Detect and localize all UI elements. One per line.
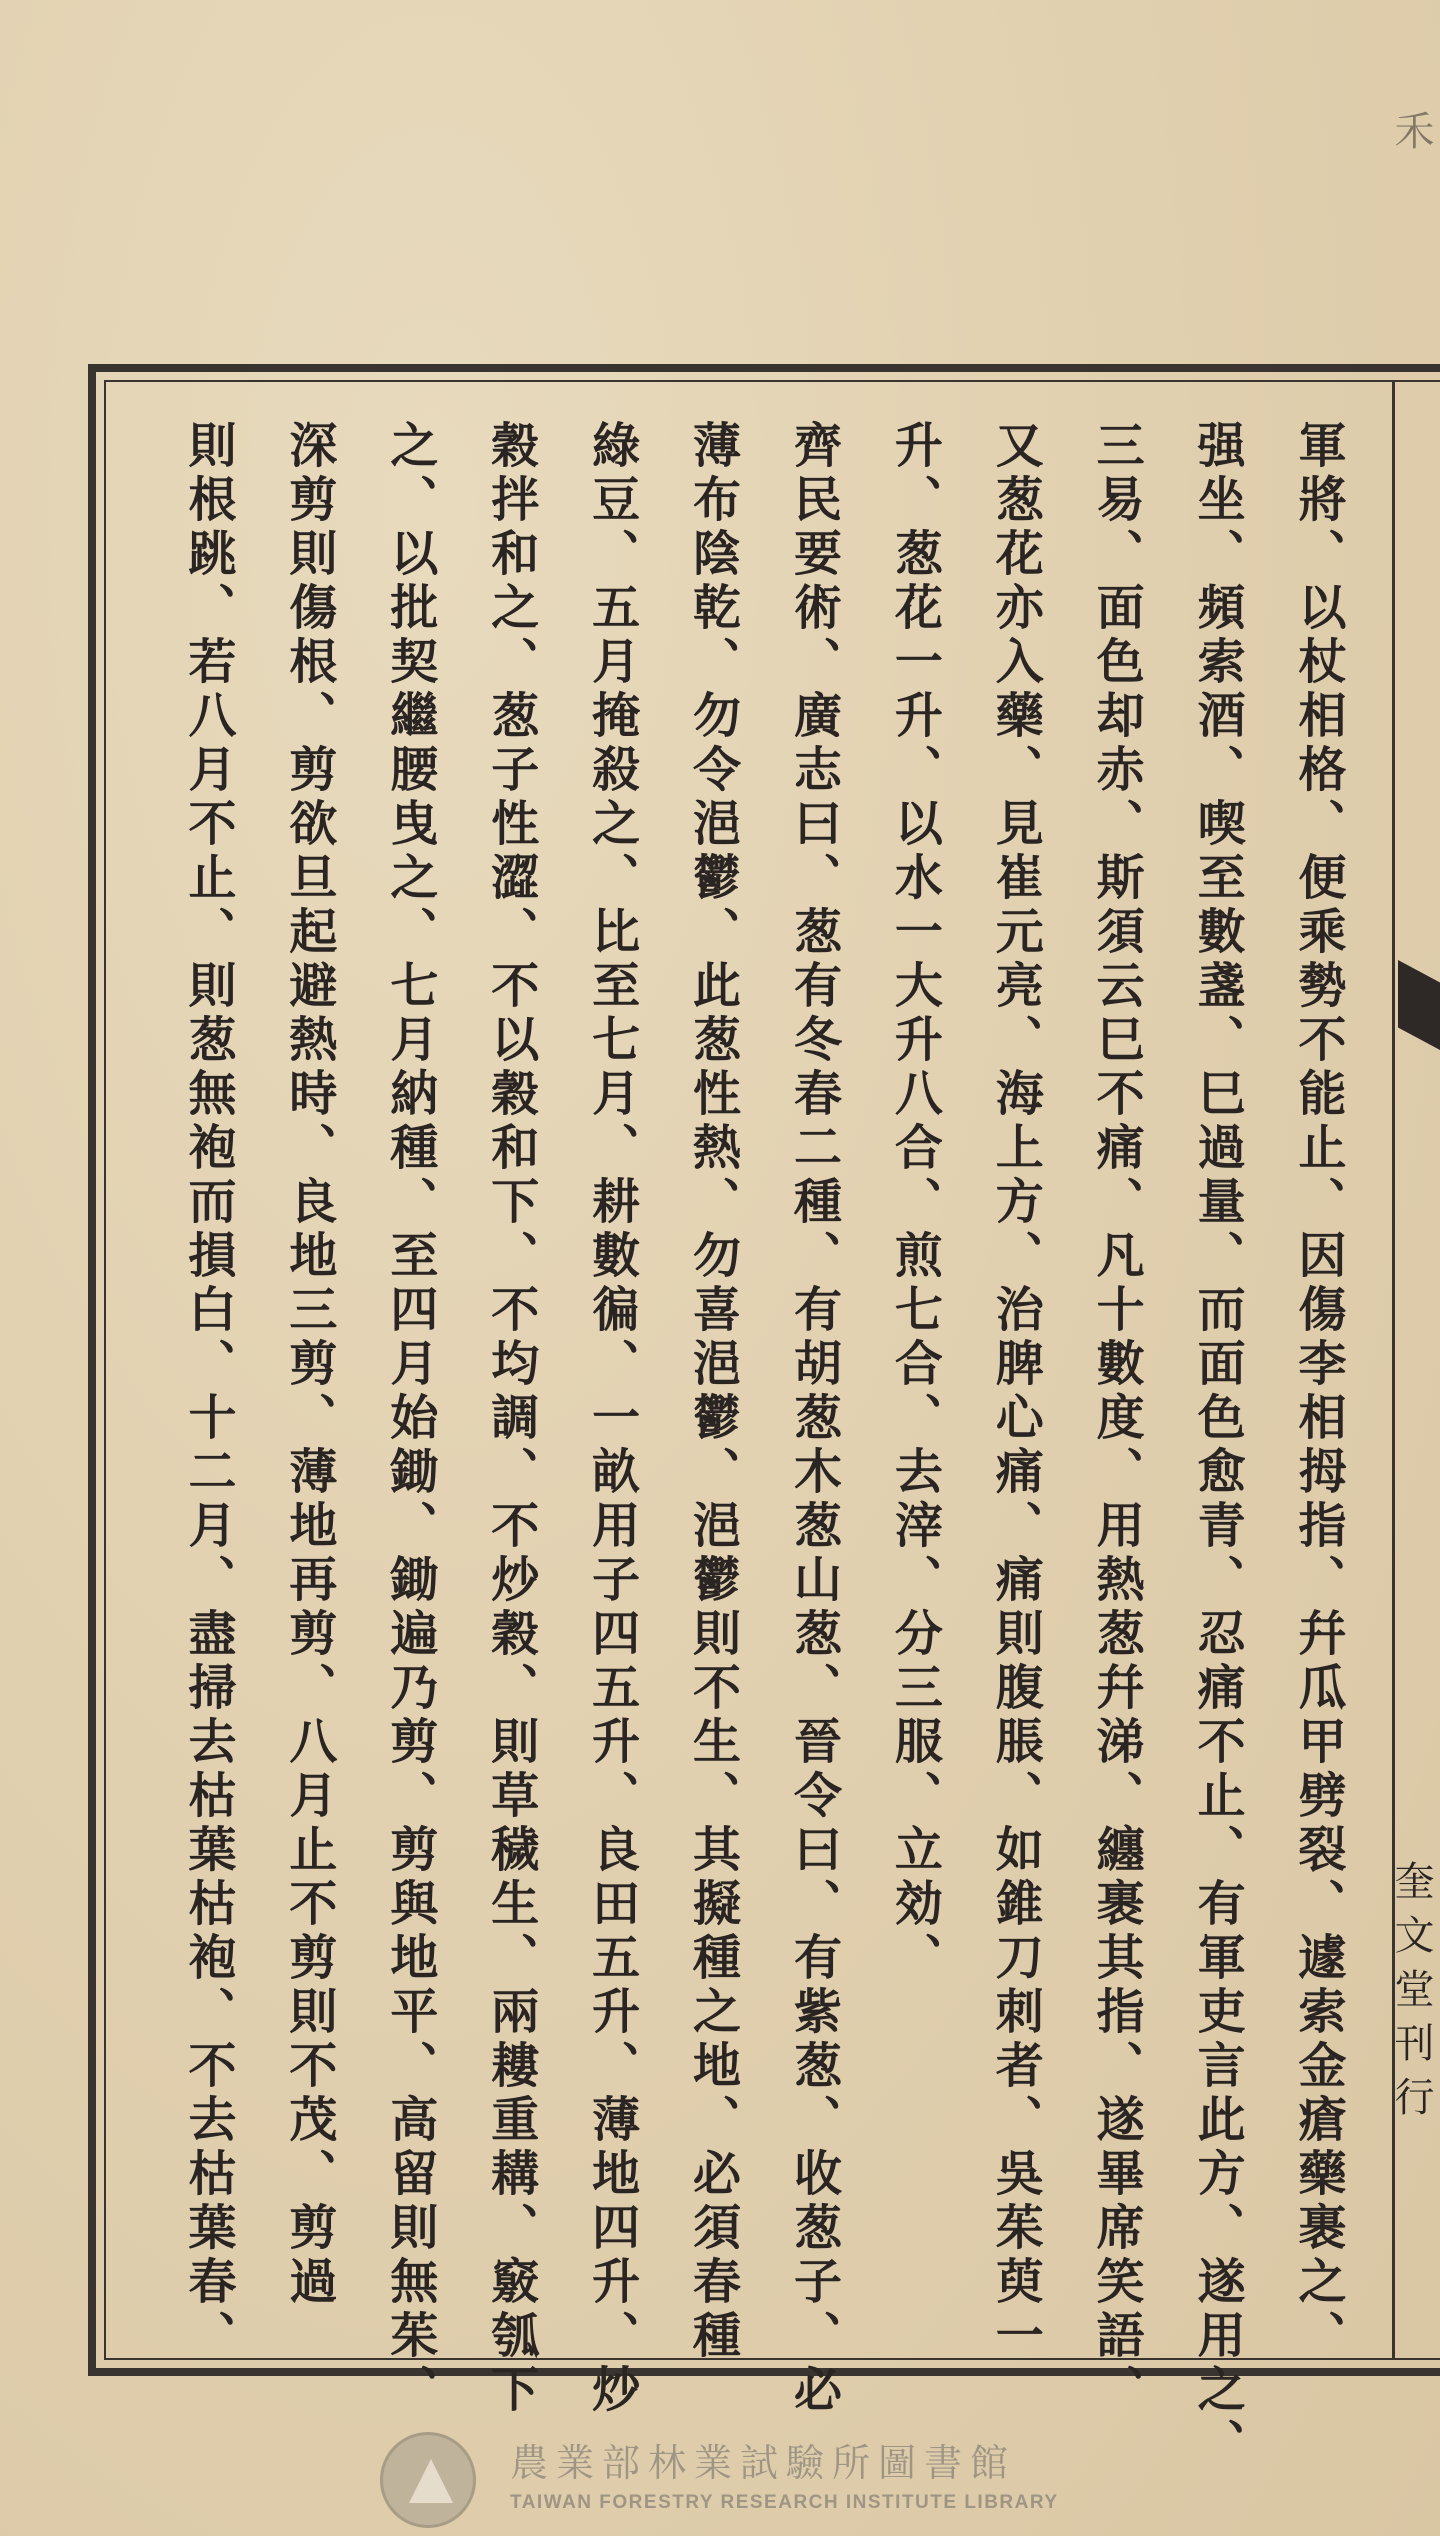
library-seal-icon xyxy=(380,2432,476,2528)
watermark-english: TAIWAN FORESTRY RESEARCH INSTITUTE LIBRARY xyxy=(510,2492,1059,2513)
text-column: 薄布陰乾、勿令浥鬱、此葱性熱、勿喜浥鬱、浥鬱則不生、其擬種之地、必須春種 xyxy=(684,420,741,2364)
text-column: 綠豆、五月掩殺之、比至七月、耕數徧、一畝用子四五升、良田五升、薄地四升、炒 xyxy=(583,420,640,2418)
text-column: 又葱花亦入藥、見崔元亮、海上方、治脾心痛、痛則腹脹、如錐刀刺者、吳茱萸一 xyxy=(987,420,1044,2364)
text-column: 齊民要術、廣志曰、葱有冬春二種、有胡葱木葱山葱、晉令曰、有紫葱、收葱子、必 xyxy=(785,420,842,2418)
text-column: 深剪則傷根、剪欲旦起避熱時、良地三剪、薄地再剪、八月止不剪則不茂、剪過 xyxy=(280,420,337,2310)
library-watermark xyxy=(380,2432,1100,2528)
text-column: 三易、面色却赤、斯須云巳不痛、凡十數度、用熱葱幷涕、纏裹其指、遂畢席笑語、 xyxy=(1088,420,1145,2418)
watermark-chinese: 農業部林業試驗所圖書館 xyxy=(510,2441,1017,2485)
text-column: 則根跳、若八月不止、則葱無袍而損白、十二月、盡掃去枯葉枯袍、不去枯葉春、 xyxy=(180,420,236,2364)
text-column: 升、葱花一升、以水一大升八合、煎七合、去滓、分三服、立効、 xyxy=(886,420,943,1986)
top-margin-fragment: 禾 xyxy=(1388,110,1434,150)
text-column: 穀拌和之、葱子性澀、不以穀和下、不均調、不炒穀、則草穢生、兩耬重耩、竅瓠下 xyxy=(482,420,539,2418)
text-column: 强坐、頻索酒、喫至數盞、巳過量、而面色愈青、忍痛不止、有軍吏言此方、遂用之、 xyxy=(1189,420,1246,2472)
text-column: 之、以批契繼腰曳之、七月納種、至四月始鋤、鋤遍乃剪、剪與地平、高留則無茱、 xyxy=(381,420,438,2418)
seal-triangle-icon xyxy=(409,2459,453,2503)
text-column: 軍將、以杖相格、便乘勢不能止、因傷李相拇指、幷瓜甲劈裂、遽索金瘡藥裹之、 xyxy=(1289,420,1346,2364)
publisher-imprint: 奎文堂刊行 xyxy=(1388,1860,1434,2130)
